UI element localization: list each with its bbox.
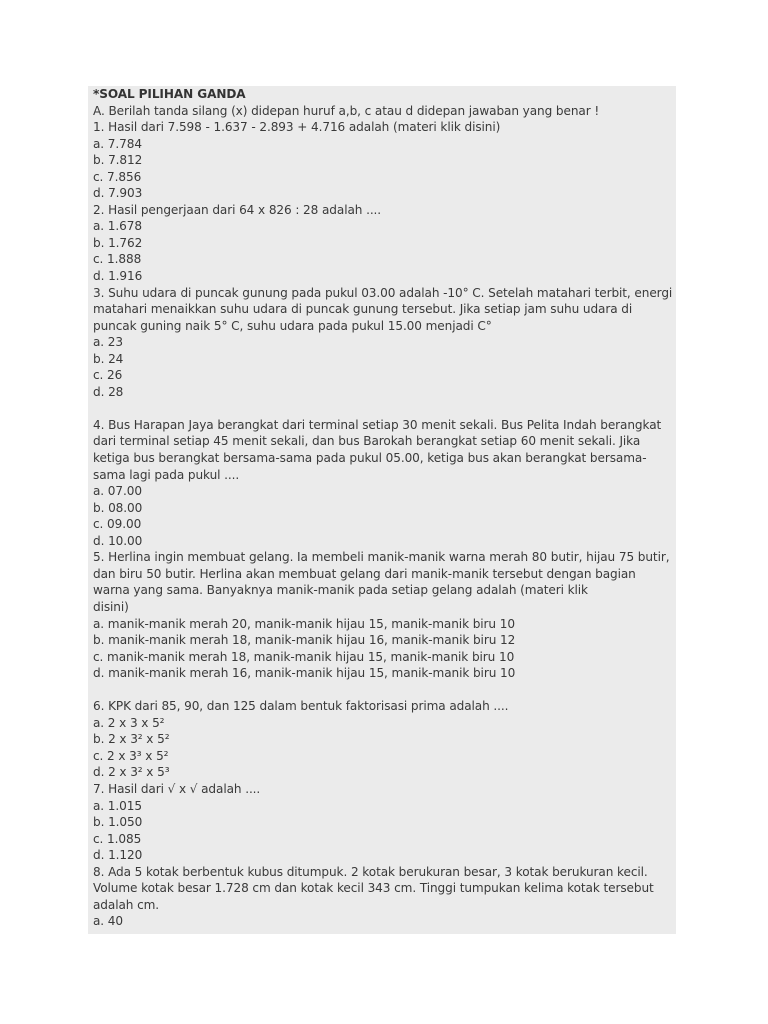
text-line: puncak guning naik 5° C, suhu udara pada pukul 15.00 menjadi C° <box>93 318 492 333</box>
text-line: b. 24 <box>93 351 124 366</box>
text-line: a. 7.784 <box>93 136 142 151</box>
text-line: d. manik-manik merah 16, manik-manik hijau 15, manik-manik biru 10 <box>93 666 516 681</box>
text-line: d. 28 <box>93 384 124 399</box>
text-line: A. Berilah tanda silang (x) didepan huruf a,b, c atau d didepan jawaban yang benar ! <box>93 103 600 118</box>
text-line: c. 1.085 <box>93 831 142 846</box>
text-line: adalah cm. <box>93 897 160 912</box>
text-line: 3. Suhu udara di puncak gunung pada pukul 03.00 adalah -10° C. Setelah matahari terbit, energi <box>93 285 673 300</box>
text-line: a. 07.00 <box>93 484 142 499</box>
blank-line <box>93 400 676 417</box>
text-line: a. 1.015 <box>93 798 142 813</box>
text-line: c. 1.888 <box>93 252 142 267</box>
text-line: a. 1.678 <box>93 219 142 234</box>
blank-line <box>93 682 676 699</box>
text-line: a. manik-manik merah 20, manik-manik hijau 15, manik-manik biru 10 <box>93 616 515 631</box>
text-line: c. 2 x 3³ x 5² <box>93 748 169 763</box>
text-line: d. 7.903 <box>93 186 143 201</box>
text-line: d. 2 x 3² x 5³ <box>93 765 170 780</box>
document-text <box>93 86 676 930</box>
text-line: matahari menaikkan suhu udara di puncak gunung tersebut. Jika setiap jam suhu udara di <box>93 302 633 317</box>
text-line: a. 23 <box>93 335 123 350</box>
text-line: c. manik-manik merah 18, manik-manik hijau 15, manik-manik biru 10 <box>93 649 515 664</box>
text-line: c. 7.856 <box>93 169 142 184</box>
text-line: 4. Bus Harapan Jaya berangkat dari terminal setiap 30 menit sekali. Bus Pelita Indah berangkat <box>93 417 662 432</box>
text-line: d. 10.00 <box>93 533 143 548</box>
document-heading: *SOAL PILIHAN GANDA <box>93 87 246 101</box>
text-line: c. 09.00 <box>93 517 142 532</box>
text-line: ketiga bus berangkat bersama-sama pada pukul 05.00, ketiga bus akan berangkat bersama- <box>93 451 647 466</box>
text-line: b. 7.812 <box>93 153 143 168</box>
text-line: dari terminal setiap 45 menit sekali, dan bus Barokah berangkat setiap 60 menit sekali. Jika <box>93 434 641 449</box>
text-line: 5. Herlina ingin membuat gelang. Ia membeli manik-manik warna merah 80 butir, hijau 75 butir, <box>93 550 670 565</box>
text-line: c. 26 <box>93 368 123 383</box>
text-line: 6. KPK dari 85, 90, dan 125 dalam bentuk faktorisasi prima adalah .... <box>93 699 509 714</box>
text-line: a. 2 x 3 x 5² <box>93 715 165 730</box>
text-line: sama lagi pada pukul .... <box>93 467 240 482</box>
text-line: b. 2 x 3² x 5² <box>93 732 170 747</box>
text-line: warna yang sama. Banyaknya manik-manik pada setiap gelang adalah (materi klik <box>93 583 588 598</box>
text-line: b. 1.050 <box>93 815 143 830</box>
document-page <box>88 86 676 934</box>
text-line: 2. Hasil pengerjaan dari 64 x 826 : 28 adalah .... <box>93 202 382 217</box>
text-line: disini) <box>93 599 129 614</box>
text-line: dan biru 50 butir. Herlina akan membuat gelang dari manik-manik tersebut dengan bagian <box>93 566 636 581</box>
text-line: b. 08.00 <box>93 500 143 515</box>
text-line: Volume kotak besar 1.728 cm dan kotak kecil 343 cm. Tinggi tumpukan kelima kotak tersebut <box>93 881 654 896</box>
text-line: d. 1.916 <box>93 269 143 284</box>
text-line: 8. Ada 5 kotak berbentuk kubus ditumpuk. 2 kotak berukuran besar, 3 kotak berukuran kecil. <box>93 864 648 879</box>
text-line: 1. Hasil dari 7.598 - 1.637 - 2.893 + 4.716 adalah (materi klik disini) <box>93 120 501 135</box>
text-line: a. 40 <box>93 914 123 929</box>
text-line: d. 1.120 <box>93 848 143 863</box>
text-line: 7. Hasil dari √ x √ adalah .... <box>93 781 261 796</box>
text-line: b. 1.762 <box>93 235 143 250</box>
text-line: b. manik-manik merah 18, manik-manik hijau 16, manik-manik biru 12 <box>93 633 516 648</box>
